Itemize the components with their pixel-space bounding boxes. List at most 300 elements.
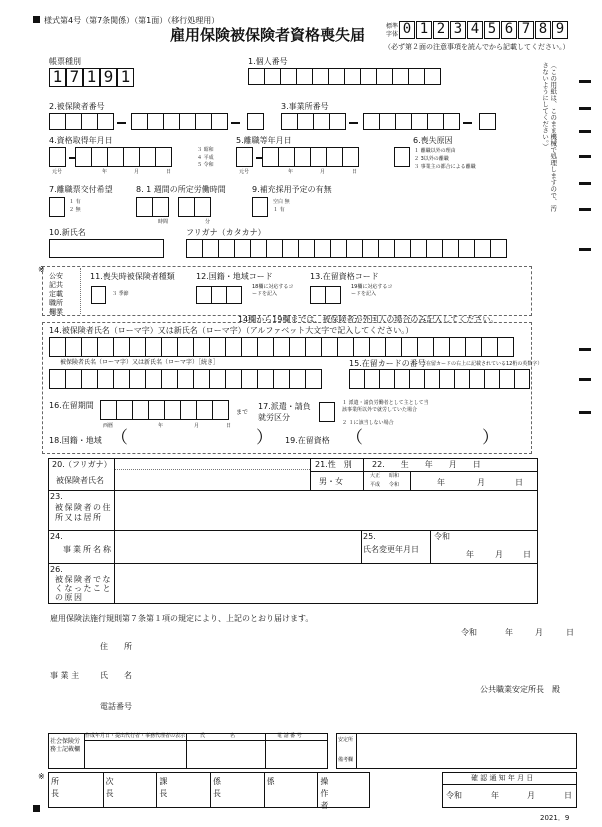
input-cell[interactable] (193, 369, 210, 389)
col-line (361, 530, 362, 563)
input-cell[interactable] (81, 113, 98, 130)
std-char-label-1: 標準 (386, 23, 399, 30)
field-4-label: 4.資格取得年月日 (49, 136, 113, 145)
input-cell[interactable] (97, 337, 114, 357)
input-cell[interactable] (116, 400, 133, 420)
input-cell[interactable] (314, 239, 331, 258)
input-cell[interactable] (310, 286, 326, 304)
input-cell[interactable] (424, 369, 440, 389)
hyphen-separator (117, 122, 126, 124)
input-cell[interactable] (145, 337, 162, 357)
nationality-code-note: 18欄に対応するコードを記入 (252, 284, 294, 297)
stamp-cell[interactable] (49, 773, 103, 807)
input-cell[interactable] (321, 337, 338, 357)
input-cell[interactable] (65, 337, 82, 357)
input-cell[interactable] (161, 369, 178, 389)
input-cell[interactable] (409, 369, 425, 389)
input-cell[interactable] (136, 197, 153, 217)
paren-close: ） (482, 428, 499, 448)
input-cell[interactable] (273, 337, 290, 357)
ledger-type-label: 帳票種別 (49, 57, 81, 66)
standard-digit: 2 (433, 21, 449, 39)
input-cell[interactable] (152, 197, 169, 217)
confirmation-label: 確 認 通 知 年 月 日 (471, 774, 534, 782)
ledger-digit: 1 (49, 68, 66, 87)
input-cell[interactable] (360, 68, 377, 85)
input-cell[interactable] (49, 113, 66, 130)
kana-dotted-line (114, 469, 310, 470)
field-6-label: 6.喪失原因 (413, 136, 453, 145)
input-cell[interactable] (241, 369, 258, 389)
input-cell[interactable] (394, 239, 411, 258)
margin-tick (579, 107, 591, 110)
stamp-cell-label: 操作者 (320, 777, 329, 810)
input-cell[interactable] (369, 337, 386, 357)
row-22-era-b: 昭和 (389, 473, 400, 479)
name-label: 氏 名 (100, 671, 132, 680)
standard-digit: 5 (484, 21, 500, 39)
stamp-cell[interactable] (103, 773, 157, 807)
input-cell[interactable] (330, 239, 347, 258)
office-remarks-box (336, 733, 577, 769)
input-cell[interactable] (289, 337, 306, 357)
period-era-caption: 西暦 (103, 423, 114, 429)
date-era: 令和 (461, 628, 477, 637)
input-cell[interactable] (97, 113, 114, 130)
stamp-cell[interactable] (210, 773, 264, 807)
input-cell[interactable] (250, 239, 267, 258)
input-cell[interactable] (49, 369, 66, 389)
stamp-cell[interactable] (317, 773, 371, 810)
public-office-mark: ※ (38, 265, 45, 274)
input-cell[interactable] (497, 337, 514, 357)
input-cell[interactable] (474, 239, 491, 258)
input-cell[interactable] (289, 369, 306, 389)
row-20-no: 20. (52, 460, 65, 469)
input-cell[interactable] (499, 369, 515, 389)
input-cell[interactable] (81, 337, 98, 357)
input-cell[interactable] (353, 337, 370, 357)
employer-label: 事 業 主 (50, 671, 80, 680)
input-cell[interactable] (247, 113, 264, 130)
divider (80, 268, 81, 314)
input-cell[interactable] (196, 400, 213, 420)
separation-slip-codes: １ 有 ２ 無 (69, 199, 81, 213)
date-month: 月 (535, 628, 543, 637)
input-cell[interactable] (209, 337, 226, 357)
sep-day-caption: 日 (352, 169, 358, 175)
field-5-label: 5.離職等年月日 (236, 136, 292, 145)
row-line (48, 530, 538, 531)
insured-type-box[interactable] (91, 286, 106, 304)
col-line (265, 733, 266, 769)
input-cell[interactable] (401, 337, 418, 357)
input-cell[interactable] (394, 369, 410, 389)
row-22-day: 日 (515, 478, 523, 487)
input-cell[interactable] (337, 337, 354, 357)
input-cell[interactable] (479, 113, 496, 130)
input-cell[interactable] (313, 113, 330, 130)
input-cell[interactable] (248, 68, 265, 85)
input-cell[interactable] (297, 113, 314, 130)
input-cell[interactable] (379, 369, 395, 389)
input-cell[interactable] (75, 147, 92, 167)
remarks-label: 備考欄 (338, 757, 354, 763)
input-cell[interactable] (195, 113, 212, 130)
standard-digit: 7 (518, 21, 534, 39)
input-cell[interactable] (107, 147, 124, 167)
registration-mark-bottom-left (33, 805, 40, 812)
registration-mark-top-left (33, 16, 40, 23)
input-cell[interactable] (226, 286, 242, 304)
hyphen-separator (463, 122, 472, 124)
row-20-label: 被保険者氏名 (56, 476, 104, 485)
input-cell[interactable] (395, 113, 412, 130)
stamp-cell[interactable] (264, 773, 318, 807)
input-cell[interactable] (378, 239, 395, 258)
input-cell[interactable] (481, 337, 498, 357)
input-cell[interactable] (465, 337, 482, 357)
input-cell[interactable] (280, 68, 297, 85)
input-cell[interactable] (262, 147, 279, 167)
input-cell[interactable] (426, 239, 443, 258)
input-cell[interactable] (439, 369, 455, 389)
labor-consultant-label: 社会保険労務士記載欄 (50, 738, 81, 753)
standard-digit: 0 (399, 21, 415, 39)
input-cell[interactable] (469, 369, 485, 389)
input-cell[interactable] (443, 113, 460, 130)
input-cell[interactable] (100, 400, 117, 420)
input-cell[interactable] (177, 337, 194, 357)
input-cell[interactable] (257, 369, 274, 389)
standard-digit: 8 (535, 21, 551, 39)
input-cell[interactable] (312, 68, 329, 85)
acq-era-codes: ３ 昭和 ４ 平成 ５ 令和 (197, 147, 214, 168)
input-cell[interactable] (408, 68, 425, 85)
margin-tick (579, 208, 591, 211)
input-cell[interactable] (342, 147, 359, 167)
input-cell[interactable] (178, 197, 195, 217)
new-name-field[interactable] (49, 239, 164, 258)
row-22-month: 月 (477, 478, 485, 487)
field-19-label: 19.在留資格 (285, 436, 330, 445)
input-cell[interactable] (278, 147, 295, 167)
input-cell[interactable] (196, 286, 212, 304)
input-cell[interactable] (296, 68, 313, 85)
acq-era-caption: 元号 (52, 169, 63, 175)
input-cell[interactable] (161, 337, 178, 357)
field-12-label: 12.国籍・地域コード (196, 272, 273, 281)
dispatch-code-2: ２ １に該当しない場合 (342, 420, 394, 426)
acq-year-caption: 年 (102, 169, 108, 175)
input-cell[interactable] (424, 68, 441, 85)
margin-tick (579, 411, 591, 414)
input-cell[interactable] (325, 286, 341, 304)
input-cell[interactable] (139, 147, 156, 167)
input-cell[interactable] (202, 239, 219, 258)
input-cell[interactable] (273, 369, 290, 389)
row-26-label: 被保険者でなくなったことの原因 (55, 575, 112, 602)
input-cell[interactable] (180, 400, 197, 420)
field-18-label: 18.国籍・地域 (49, 436, 102, 445)
input-cell[interactable] (218, 239, 235, 258)
input-cell[interactable] (514, 369, 530, 389)
col-line (363, 458, 364, 490)
input-cell[interactable] (364, 369, 380, 389)
input-cell[interactable] (131, 113, 148, 130)
confirm-year: 年 (491, 791, 499, 800)
input-cell[interactable] (234, 239, 251, 258)
public-office-label: 公安 記共 定載 職所 欄業 (49, 272, 63, 316)
acq-month-caption: 月 (134, 169, 140, 175)
period-until: まで (236, 409, 249, 416)
field-15-label: 15.在留カードの番号 (349, 359, 426, 368)
ledger-digit: 1 (117, 68, 134, 87)
input-cell[interactable] (282, 239, 299, 258)
stamp-cell-label: 次長 (105, 777, 114, 798)
input-cell[interactable] (417, 337, 434, 357)
input-cell[interactable] (113, 369, 130, 389)
period-month-caption: 月 (194, 423, 200, 429)
side-note: （この用紙は、このまま機械で処理しますので、汚さないようにしてください。） (541, 62, 558, 212)
input-cell[interactable] (349, 369, 365, 389)
input-cell[interactable] (211, 286, 227, 304)
input-cell[interactable] (427, 113, 444, 130)
field-8-label: 8. 1 週間の所定労働時間 (136, 185, 226, 194)
input-cell[interactable] (65, 113, 82, 130)
margin-tick (579, 80, 591, 83)
period-year-caption: 年 (158, 423, 164, 429)
paren-close: ） (256, 428, 273, 448)
replacement-hire-box[interactable] (252, 197, 268, 217)
input-cell[interactable] (458, 239, 475, 258)
col-line (114, 458, 115, 604)
row-line (84, 740, 328, 741)
input-cell[interactable] (310, 147, 327, 167)
row-22-era-c: 平成 (370, 482, 381, 488)
input-cell[interactable] (177, 369, 194, 389)
field-1-label: 1.個人番号 (248, 57, 288, 66)
address-label: 住 所 (100, 642, 132, 651)
input-cell[interactable] (298, 239, 315, 258)
input-cell[interactable] (186, 239, 203, 258)
row-line (310, 471, 538, 472)
ledger-digit: 1 (83, 68, 100, 87)
insured-type-code: ３ 季節 (112, 291, 129, 297)
input-cell[interactable] (392, 68, 409, 85)
margin-tick (579, 130, 591, 133)
input-cell[interactable] (123, 147, 140, 167)
field-17-label: 17.派遣・請負 就労区分 (258, 402, 311, 422)
row-22-era-a: 大正 (370, 473, 381, 479)
row-25-day: 日 (523, 550, 531, 559)
field-10-label: 10.新氏名 (49, 228, 86, 237)
input-cell[interactable] (148, 400, 165, 420)
input-cell[interactable] (410, 239, 427, 258)
input-cell[interactable] (329, 113, 346, 130)
input-cell[interactable] (91, 147, 108, 167)
input-cell[interactable] (97, 369, 114, 389)
stamp-cell-label: 係長 (213, 777, 221, 798)
addressee: 公共職業安定所長 殿 (480, 685, 560, 694)
input-cell[interactable] (484, 369, 500, 389)
loss-reason-box[interactable] (394, 147, 410, 167)
field-16-label: 16.在留期間 (49, 401, 94, 410)
input-cell[interactable] (454, 369, 470, 389)
field-9-label: 9.補充採用予定の有無 (252, 185, 332, 194)
input-cell[interactable] (362, 239, 379, 258)
col-line (430, 530, 431, 563)
row-24-no: 24. (50, 532, 63, 541)
dispatch-box[interactable] (319, 402, 335, 422)
input-cell[interactable] (305, 337, 322, 357)
stamp-cell[interactable] (156, 773, 210, 807)
row-22-year: 年 (437, 478, 445, 487)
acq-day-caption: 日 (166, 169, 172, 175)
residence-card-note: （在留カードの右上に記載されている12桁の英数字） (421, 361, 543, 367)
row-line (48, 563, 538, 564)
input-cell[interactable] (328, 68, 345, 85)
input-cell[interactable] (129, 337, 146, 357)
input-cell[interactable] (129, 369, 146, 389)
input-cell[interactable] (326, 147, 343, 167)
row-line (48, 490, 538, 491)
input-cell[interactable] (113, 337, 130, 357)
row-23-no: 23. (50, 492, 63, 501)
input-cell[interactable] (212, 400, 229, 420)
separation-slip-box[interactable] (49, 197, 65, 217)
input-cell[interactable] (211, 113, 228, 130)
row-line (442, 784, 577, 785)
col-line (310, 458, 311, 490)
std-char-label-2: 字体 (386, 31, 399, 38)
input-cell[interactable] (305, 369, 322, 389)
sep-month-caption: 月 (320, 169, 326, 175)
hyphen-separator (231, 122, 240, 124)
row-21-label: 21.性 別 (315, 460, 352, 469)
row-21-value[interactable]: 男・女 (319, 477, 343, 486)
period-day-caption: 日 (226, 423, 232, 429)
ledger-digit: 7 (66, 68, 83, 87)
input-cell[interactable] (449, 337, 466, 357)
input-cell[interactable] (241, 337, 258, 357)
dispatch-code-1: １ 派遣・請負労働者として主として当該事業所以外で就労していた場合 (342, 400, 429, 413)
input-cell[interactable] (49, 147, 66, 167)
hours-caption: 時間 (158, 219, 169, 225)
input-cell[interactable] (385, 337, 402, 357)
approval-stamp-row (48, 772, 370, 808)
input-cell[interactable] (132, 400, 149, 420)
roman-name-cont-label: 被保険者氏名（ローマ字）又は新氏名（ローマ字）［続き］ (60, 359, 220, 366)
margin-tick (579, 155, 591, 158)
input-cell[interactable] (490, 239, 507, 258)
row-26-no: 26. (50, 565, 63, 574)
hyphen-separator (349, 122, 358, 124)
input-cell[interactable] (155, 147, 172, 167)
row-22-label: 22. 生 年 月 日 (372, 460, 481, 469)
input-cell[interactable] (81, 369, 98, 389)
date-year: 年 (505, 628, 513, 637)
input-cell[interactable] (344, 68, 361, 85)
input-cell[interactable] (225, 369, 242, 389)
col-line (410, 471, 411, 490)
stamp-cell-label: 係 (266, 777, 275, 786)
input-cell[interactable] (194, 197, 211, 217)
standard-digit: 6 (501, 21, 517, 39)
confirm-month: 月 (527, 791, 535, 800)
input-cell[interactable] (225, 337, 242, 357)
input-cell[interactable] (145, 369, 162, 389)
col-line (356, 733, 357, 769)
input-cell[interactable] (363, 113, 380, 130)
form-number: 様式第4号（第7条関係）（第1面）（移行処理用） (44, 16, 220, 25)
input-cell[interactable] (179, 113, 196, 130)
residence-code-note: 19欄に対応するコードを記入 (351, 284, 393, 297)
input-cell[interactable] (147, 113, 164, 130)
input-cell[interactable] (163, 113, 180, 130)
standard-digit: 1 (416, 21, 432, 39)
input-cell[interactable] (209, 369, 226, 389)
input-cell[interactable] (65, 369, 82, 389)
consultant-col-3: 電 話 番 号 (277, 733, 302, 739)
version: 2021．9 (540, 814, 570, 822)
row-20-kana: （フリガナ） (64, 460, 112, 469)
replacement-hire-codes: 空白 無 １ 有 (273, 199, 290, 213)
stamp-cell-label: 課長 (159, 777, 168, 798)
sep-year-caption: 年 (288, 169, 294, 175)
minutes-caption: 分 (205, 219, 211, 225)
input-cell[interactable] (266, 239, 283, 258)
margin-tick (579, 182, 591, 185)
field-11-label: 11.喪失時被保険者種類 (90, 272, 175, 281)
field-7-label: 7.離職票交付希望 (49, 185, 113, 194)
insured-info-table (48, 458, 538, 604)
office-label: 安定所 (338, 737, 354, 743)
input-cell[interactable] (433, 337, 450, 357)
input-cell[interactable] (411, 113, 428, 130)
input-cell[interactable] (281, 113, 298, 130)
input-cell[interactable] (376, 68, 393, 85)
margin-tick (579, 378, 591, 381)
input-cell[interactable] (442, 239, 459, 258)
foreign-banner: 14欄から19欄までは、被保険者が外国人の場合のみ記入してください。 (238, 315, 499, 324)
input-cell[interactable] (346, 239, 363, 258)
row-25-no: 25. (363, 532, 376, 541)
date-day: 日 (566, 628, 574, 637)
input-cell[interactable] (264, 68, 281, 85)
field-13-label: 13.在留資格コード (310, 272, 379, 281)
input-cell[interactable] (257, 337, 274, 357)
row-25-era: 令和 (434, 532, 450, 541)
paren-open: （ (111, 428, 128, 448)
row-25-label: 氏名変更年月日 (363, 545, 419, 554)
input-cell[interactable] (236, 147, 253, 167)
stamp-cell-label: 所長 (51, 777, 59, 798)
input-cell[interactable] (49, 337, 66, 357)
input-cell[interactable] (193, 337, 210, 357)
header-note: （必ず第２面の注意事項を読んでから記載してください。） (384, 43, 570, 51)
row-25-month: 月 (495, 550, 503, 559)
input-cell[interactable] (294, 147, 311, 167)
confirm-era: 令和 (446, 791, 462, 800)
input-cell[interactable] (164, 400, 181, 420)
input-cell[interactable] (379, 113, 396, 130)
statement: 雇用保険法施行規則第７条第１項の規定により、上記のとおり届けます。 (50, 614, 314, 623)
col-line (186, 733, 187, 769)
stamp-mark: ※ (38, 772, 45, 781)
consultant-col-2: 氏 名 (200, 733, 236, 739)
margin-tick (579, 248, 591, 251)
